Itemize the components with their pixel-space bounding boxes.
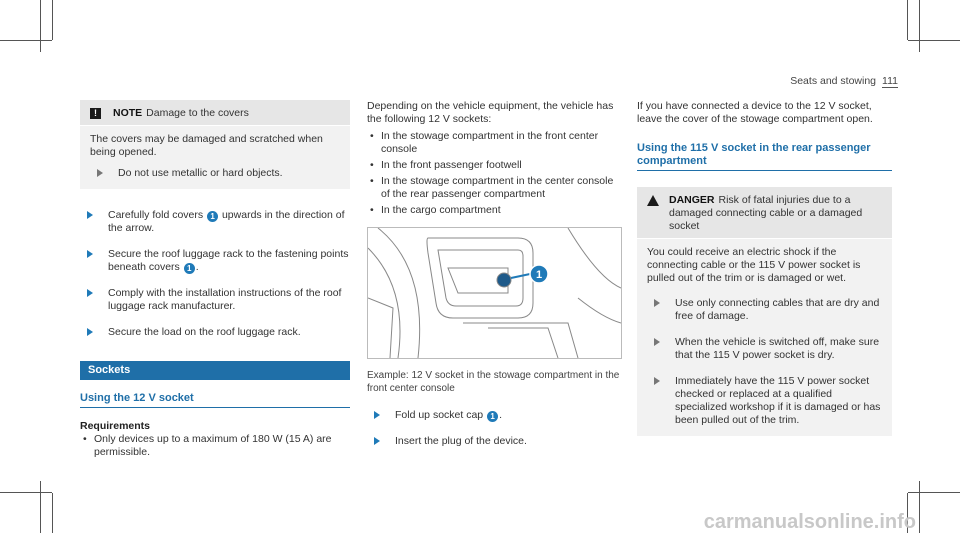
center-console-illustration bbox=[368, 228, 621, 358]
arrow-icon bbox=[374, 411, 380, 419]
step-text: Secure the load on the roof luggage rack. bbox=[108, 326, 301, 338]
note-box bbox=[80, 100, 350, 189]
crop-mark bbox=[919, 0, 920, 52]
step-text: Fold up socket cap bbox=[395, 409, 484, 421]
requirements-list bbox=[80, 433, 350, 459]
watermark: carmanualsonline.info bbox=[703, 511, 916, 533]
callout-number: 1 bbox=[487, 411, 498, 422]
step-text: Secure the roof luggage rack to the fastening points beneath covers bbox=[108, 248, 349, 273]
step-list bbox=[80, 209, 350, 339]
note-text: The covers may be damaged and scratched when being opened. bbox=[90, 133, 323, 158]
step-text: . bbox=[195, 261, 199, 273]
crop-mark bbox=[40, 0, 41, 52]
danger-box bbox=[637, 187, 892, 436]
arrow-icon bbox=[87, 211, 93, 219]
list-item: • In the cargo compartment bbox=[367, 204, 620, 217]
column-2 bbox=[367, 100, 620, 461]
step-list bbox=[367, 409, 620, 448]
note-step bbox=[90, 167, 340, 180]
arrow-icon bbox=[87, 328, 93, 336]
danger-body bbox=[637, 239, 892, 436]
danger-title: Risk of fatal injuries due to a damaged connecting cable or a damaged socket bbox=[669, 194, 863, 232]
step-text: upwards in the direction of the arrow. bbox=[108, 209, 345, 234]
arrow-icon bbox=[654, 338, 660, 346]
column-1 bbox=[80, 100, 350, 462]
step-text: . bbox=[499, 409, 502, 421]
step-item bbox=[80, 287, 350, 313]
arrow-icon bbox=[654, 299, 660, 307]
step-text: Carefully fold covers bbox=[108, 209, 204, 221]
note-title: Damage to the covers bbox=[146, 107, 249, 119]
arrow-icon bbox=[87, 289, 93, 297]
step-item bbox=[80, 209, 350, 235]
figure-caption: Example: 12 V socket in the stowage compartment in the front center console bbox=[367, 370, 620, 394]
crop-mark bbox=[52, 0, 53, 40]
step-item bbox=[80, 326, 350, 339]
danger-text: You could receive an electric shock if the connecting cable or the 115 V power socket is pulled out of the trim or is damaged or wet. bbox=[647, 246, 861, 284]
section-title: Seats and stowing bbox=[790, 75, 877, 87]
note-label: NOTE bbox=[113, 107, 143, 119]
crop-mark bbox=[919, 481, 920, 533]
subheading: Using the 115 V socket in the rear passenger compartment bbox=[637, 142, 892, 171]
danger-step bbox=[647, 297, 882, 323]
callout-number: 1 bbox=[207, 211, 218, 222]
arrow-icon bbox=[87, 250, 93, 258]
danger-step bbox=[647, 336, 882, 362]
step-text: Use only connecting cables that are dry and free of damage. bbox=[675, 297, 880, 322]
step-text: Insert the plug of the device. bbox=[395, 435, 527, 447]
list-item: • In the stowage compartment in the front center console bbox=[367, 130, 620, 156]
crop-mark bbox=[907, 0, 908, 40]
arrow-icon bbox=[97, 169, 103, 177]
arrow-icon bbox=[654, 377, 660, 385]
figure-callout: 1 bbox=[535, 269, 543, 281]
exclamation-icon: ! bbox=[90, 108, 101, 119]
list-item: • In the front passenger footwell bbox=[367, 159, 620, 172]
column-3 bbox=[637, 100, 892, 436]
crop-mark bbox=[0, 492, 52, 493]
step-text: Do not use metallic or hard objects. bbox=[118, 167, 283, 179]
crop-mark bbox=[52, 493, 53, 533]
danger-label: DANGER bbox=[669, 194, 715, 206]
step-item bbox=[80, 248, 350, 274]
intro-text: If you have connected a device to the 12 V socket, leave the cover of the stowage compartment open. bbox=[637, 100, 873, 125]
note-body bbox=[80, 126, 350, 189]
running-header bbox=[790, 75, 898, 88]
step-item bbox=[367, 435, 620, 448]
step-text: When the vehicle is switched off, make sure that the 115 V power socket is dry. bbox=[675, 336, 880, 361]
step-item bbox=[367, 409, 620, 422]
crop-mark bbox=[40, 481, 41, 533]
note-header bbox=[80, 100, 350, 126]
page-number: 111 bbox=[882, 75, 898, 87]
callout-number: 1 bbox=[184, 263, 195, 274]
arrow-icon bbox=[374, 437, 380, 445]
list-item: • Only devices up to a maximum of 180 W (15 A) are permissible. bbox=[80, 433, 350, 459]
crop-mark bbox=[908, 40, 960, 41]
danger-header bbox=[637, 187, 892, 239]
step-text: Comply with the installation instructions of the roof luggage rack manufacturer. bbox=[108, 287, 342, 312]
section-heading: Sockets bbox=[80, 361, 350, 380]
requirements-title: Requirements bbox=[80, 420, 151, 432]
crop-mark bbox=[0, 40, 52, 41]
danger-step bbox=[647, 375, 882, 427]
warning-triangle-icon bbox=[647, 195, 659, 206]
socket-list bbox=[367, 130, 620, 217]
subheading: Using the 12 V socket bbox=[80, 392, 350, 408]
crop-mark bbox=[908, 492, 960, 493]
step-text: Immediately have the 115 V power socket checked or replaced at a qualified specialized workshop if it is damaged or has been pulled out of the trim. bbox=[675, 375, 881, 426]
intro-text: Depending on the vehicle equipment, the vehicle has the following 12 V sockets: bbox=[367, 100, 614, 125]
list-item: • In the stowage compartment in the center console of the rear passenger compartment bbox=[367, 175, 620, 201]
socket-figure bbox=[367, 227, 622, 359]
